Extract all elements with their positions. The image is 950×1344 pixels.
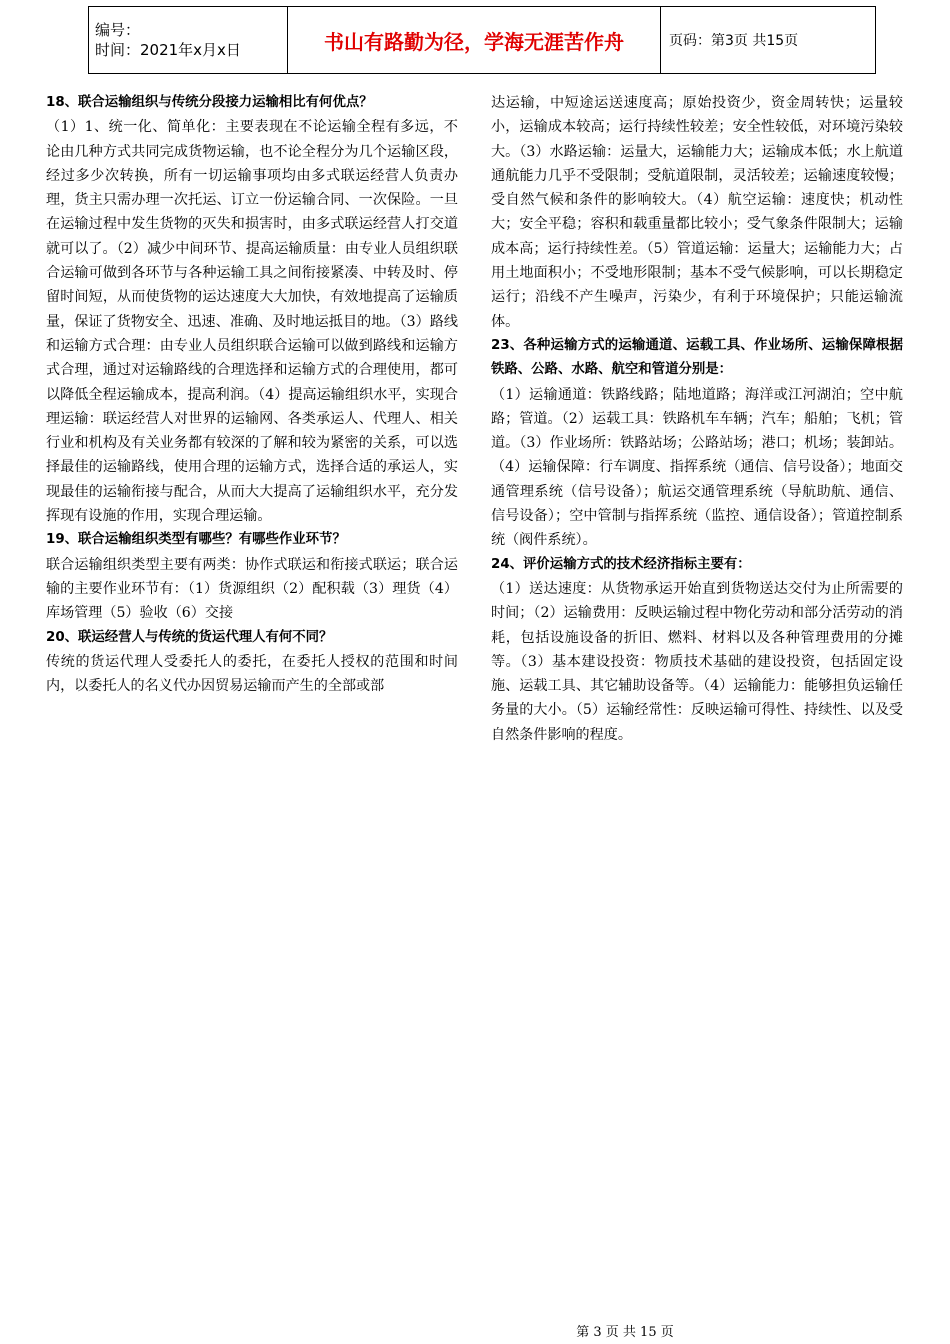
- question-heading: 20、联运经营人与传统的货运代理人有何不同？: [46, 629, 333, 645]
- question-heading: 24、评价运输方式的技术经济指标主要有：: [491, 556, 751, 572]
- answer-paragraph: （1）1、统一化、简单化：主要表现在不论运输全程有多远，不论由几种方式共同完成货物运输，也不论全程分为几个运输区段，经过多少次转换，所有一切运输事项均由多式联运经营人负责办理，货主只需办理一次托运、订立一份运输合同、一次保险。一旦在运输过程中发生货物的灭失和损害时，由多式联运经营人打交道就可以了。（2）减少中间环节、提高运输质量：由专业人员组织联合运输可做到各环节与各种运输工具之间衔接紧凑、中转及时、停留时间短，从而使货物的运达速度大大加快，有效地提高了运输质量，保证了货物安全、迅速、准确、及时地运抵目的地。（3）路线和运输方式合理：由专业人员组织联合运输可以做到路线和运输方式合理，通过对运输路线的合理选择和运输方式的合理使用，都可以降低全程运输成本，提高利润。（4）提高运输组织水平，实现合理运输：联运经营人对世界的运输网、各类承运人、代理人、相关行业和机构及有关业务都有较深的了解和较为紧密的关系，可以选择最佳的运输路线，使用合理的运输方式，选择合适的承运人，实现最佳的运输衔接与配合，从而大大提高了运输组织水平，充分发挥现有设施的作用，实现合理运输。: [46, 119, 458, 525]
- answer-paragraph: （1）送达速度：从货物承运开始直到货物送达交付为止所需要的时间；（2）运输费用：反映运输过程中物化劳动和部分活劳动的消耗，包括设施设备的折旧、燃料、材料以及各种管理费用的分摊等。（3）基本建设投资：物质技术基础的建设投资，包括固定设施、运载工具、其它辅助设备等。（4）运输能力：能够担负运输任务量的大小。（5）运输经常性：反映运输可得性、持续性、以及受自然条件影响的程度。: [491, 580, 903, 743]
- date-line: 时间：2021年x月x日: [95, 41, 241, 59]
- answer-paragraph: 联合运输组织类型主要有两类：协作式联运和衔接式联运；联合运输的主要作业环节有：（1）货源组织（2）配积载（3）理货（4）库场管理（5）验收（6）交接: [46, 556, 458, 622]
- number-label: 编号：: [95, 21, 141, 39]
- answer-paragraph: 达运输，中短途运送速度高；原始投资少，资金周转快；运量较小，运输成本较高；运行持续性较差；安全性较低，对环境污染较大。（3）水路运输：运量大，运输能力大；运输成本低；水上航道通航能力几乎不受限制；受航道限制，灵活较差；运输速度较慢；受自然气候和条件的影响较大。（4）航空运输：速度快；机动性大；安全平稳；容积和载重量都比较小；受气象条件限制大；运输成本高；运行持续性差。（5）管道运输：运量大；运输能力大；占用土地面积小；不受地形限制；基本不受气候影响，可以长期稳定运行；沿线不产生噪声，污染少，有利于环境保护；只能运输流体。: [491, 95, 903, 330]
- motto: 书山有路勤为径，学海无涯苦作舟: [288, 7, 661, 74]
- right-column: [491, 91, 903, 747]
- left-column: [46, 91, 458, 698]
- footer-page-number: 第 3 页 共 15 页: [576, 1325, 674, 1340]
- page-footer: [0, 1324, 950, 1342]
- question-heading: 23、各种运输方式的运输通道、运载工具、作业场所、运输保障根据铁路、公路、水路、航空和管道分别是：: [491, 337, 903, 378]
- answer-paragraph: （1）运输通道：铁路线路；陆地道路；海洋或江河湖泊；空中航路；管道。（2）运载工具：铁路机车车辆；汽车；船舶；飞机；管道。（3）作业场所：铁路站场；公路站场；港口；机场；装卸站。（4）运输保障：行车调度、指挥系统（通信、信号设备）；地面交通管理系统（信号设备）；航运交通管理系统（导航助航、通信、信号设备）；空中管制与指挥系统（监控、通信设备）；管道控制系统（阀件系统）。: [491, 386, 903, 549]
- header-table: [88, 6, 876, 74]
- page-info: 页码：第3页 共15页: [661, 7, 876, 74]
- answer-paragraph: 传统的货运代理人受委托人的委托，在委托人授权的范围和时间内，以委托人的名义代办因贸易运输而产生的全部或部: [46, 653, 458, 695]
- question-heading: 19、联合运输组织类型有哪些？有哪些作业环节？: [46, 532, 346, 548]
- question-heading: 18、联合运输组织与传统分段接力运输相比有何优点？: [46, 95, 373, 110]
- header-meta: [89, 7, 288, 74]
